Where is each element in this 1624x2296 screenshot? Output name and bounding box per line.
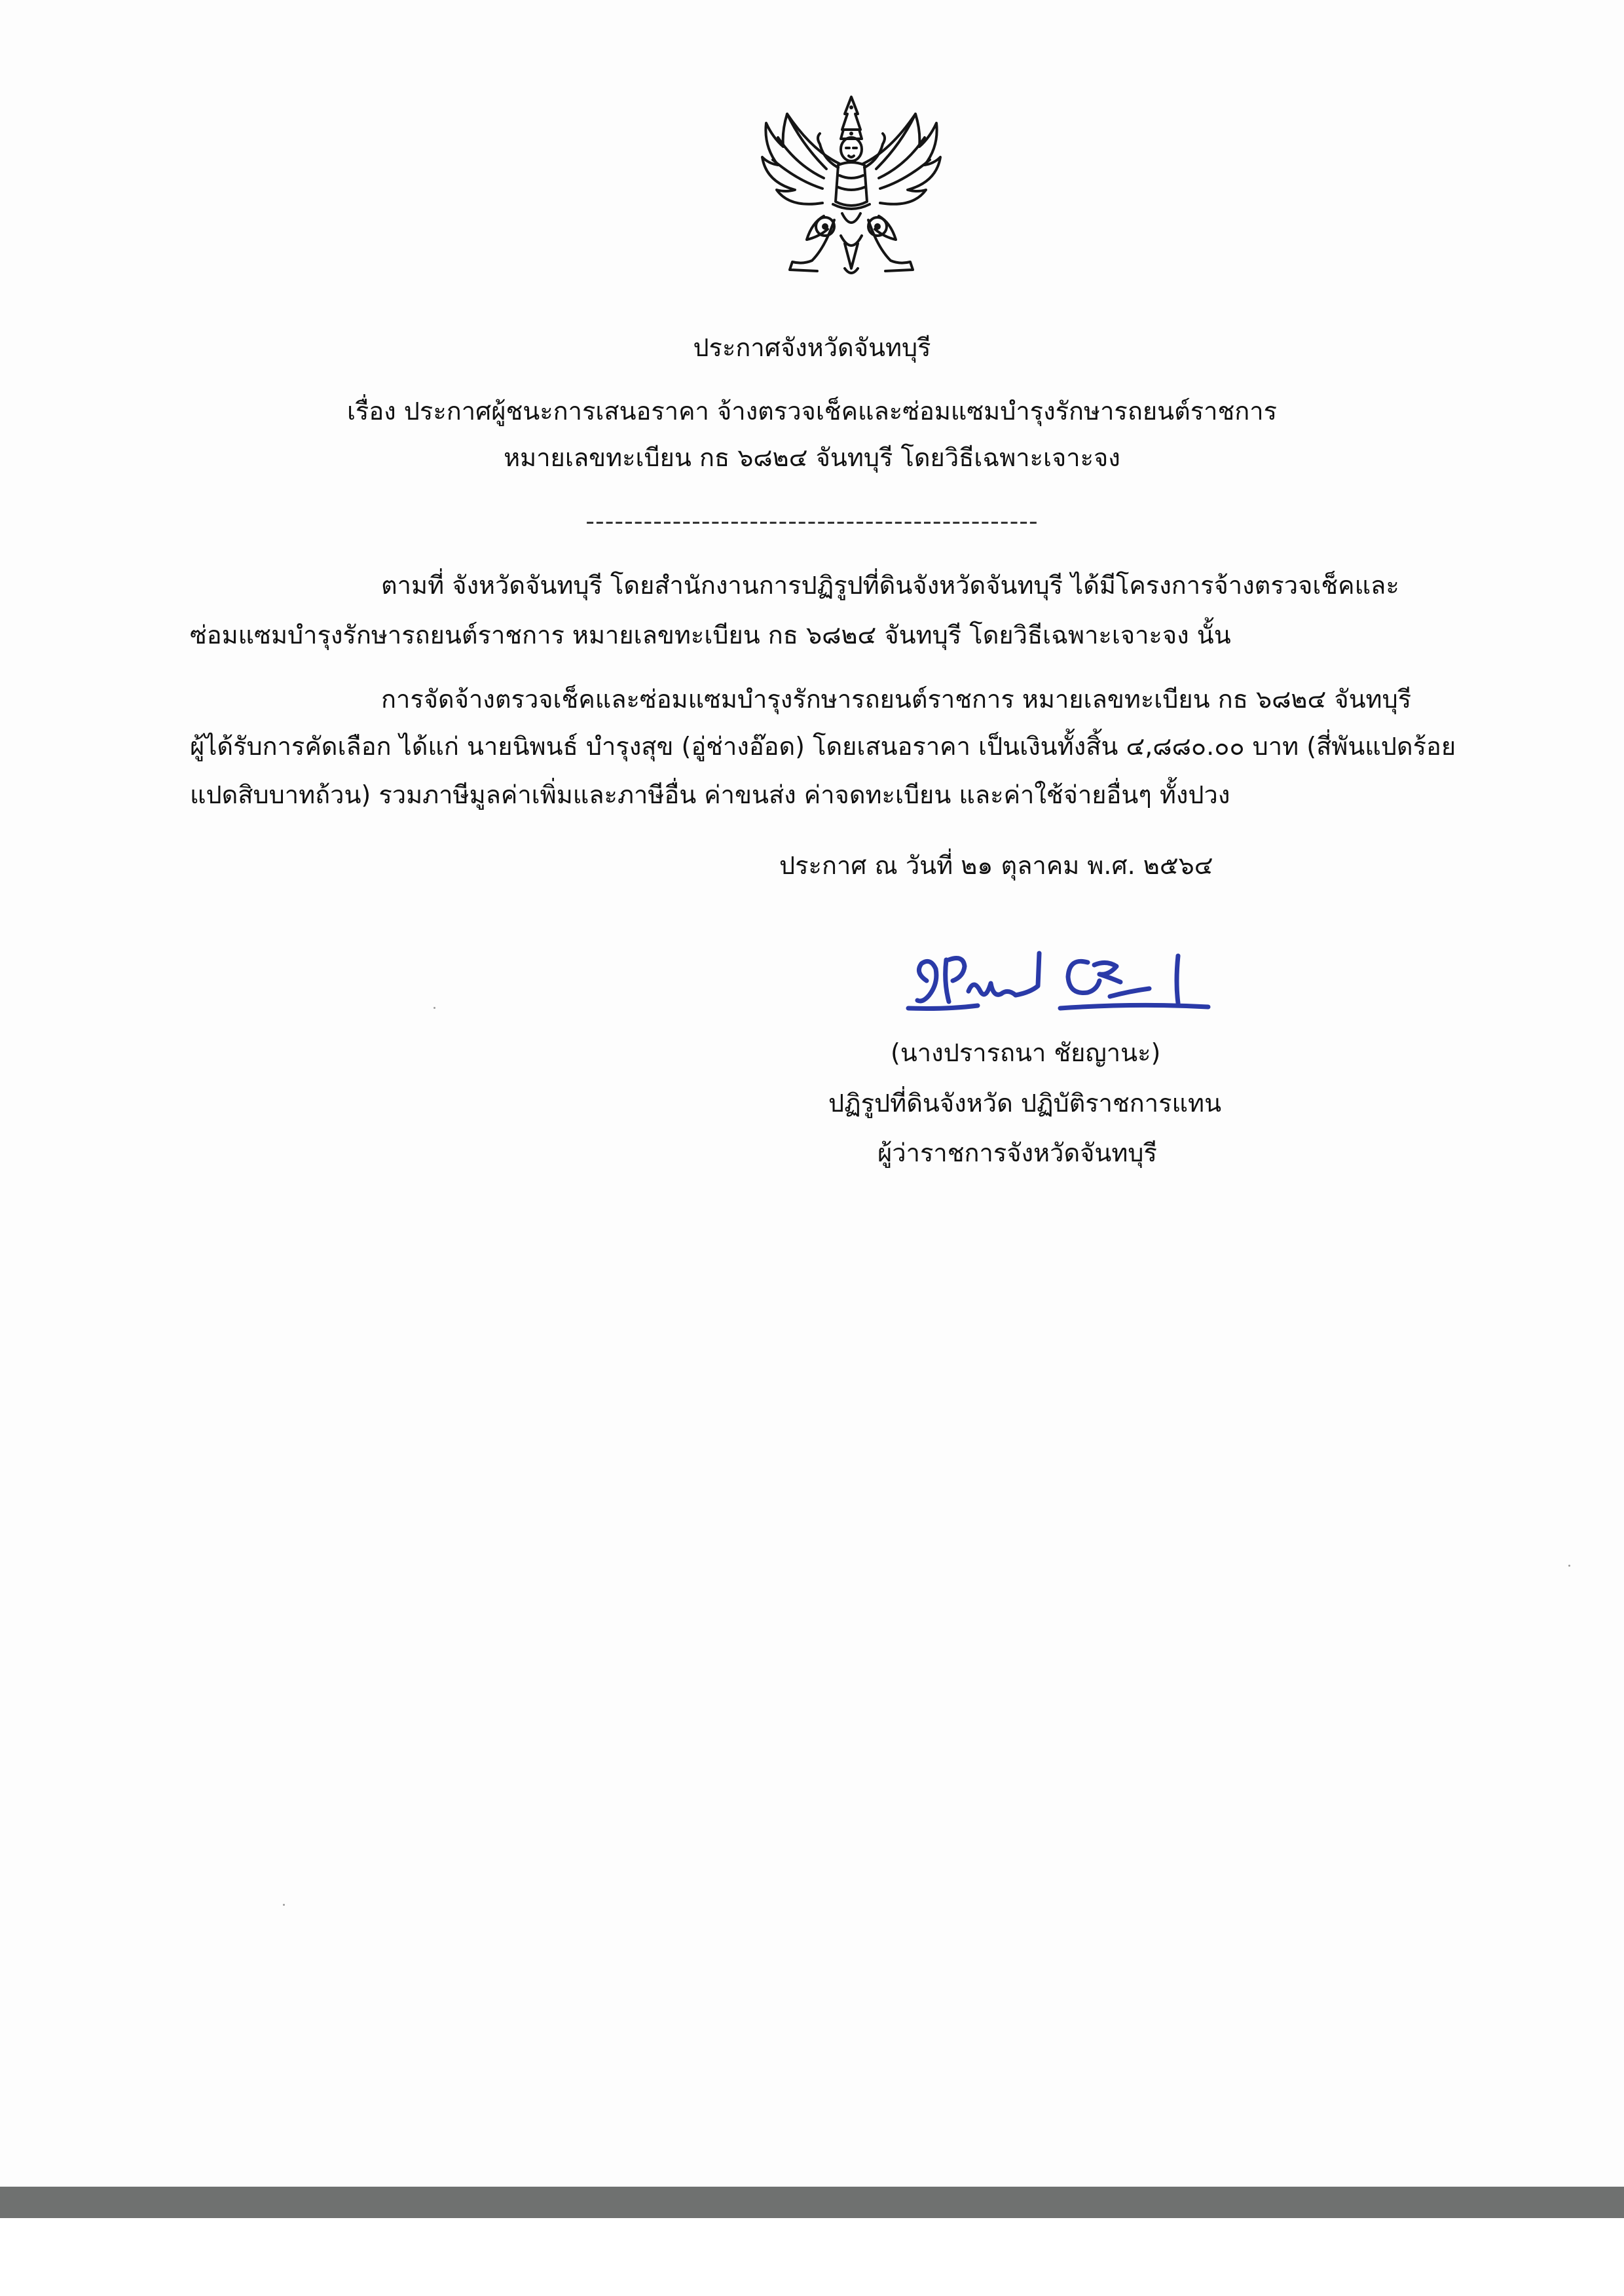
divider-dashes: ----------------------------------------------- bbox=[585, 507, 1039, 536]
signer-title-line-2: ผู้ว่าราชการจังหวัดจันทบุรี bbox=[877, 1139, 1157, 1167]
paragraph-2-line-1: การจัดจ้างตรวจเช็คและซ่อมแซมบำรุงรักษารถยนต์ราชการ หมายเลขทะเบียน กธ ๖๘๒๔ จันทบุรี bbox=[381, 685, 1412, 714]
subject-line-2: หมายเลขทะเบียน กธ ๖๘๒๔ จันทบุรี โดยวิธีเฉพาะเจาะจง bbox=[504, 443, 1120, 472]
paragraph-1-line-2: ซ่อมแซมบำรุงรักษารถยนต์ราชการ หมายเลขทะเบียน กธ ๖๘๒๔ จันทบุรี โดยวิธีเฉพาะเจาะจง นั้น bbox=[190, 621, 1231, 649]
signer-name: (นางปรารถนา ชัยญานะ) bbox=[891, 1038, 1161, 1067]
scan-speck bbox=[434, 1007, 435, 1009]
handwritten-signature bbox=[900, 943, 1234, 1028]
scanner-bottom-margin bbox=[0, 2218, 1624, 2296]
announcement-date: ประกาศ ณ วันที่ ๒๑ ตุลาคม พ.ศ. ๒๕๖๔ bbox=[779, 851, 1213, 880]
paragraph-2-line-2: ผู้ได้รับการคัดเลือก ได้แก่ นายนิพนธ์ บำรุงสุข (อู่ช่างอ๊อด) โดยเสนอราคา เป็นเงินทั้งสิ้น ๔,๘๘๐.๐๐ บาท (สี่พันแปดร้อย bbox=[190, 732, 1456, 761]
scan-speck bbox=[1568, 1565, 1570, 1567]
subject-line-1: เรื่อง ประกาศผู้ชนะการเสนอราคา จ้างตรวจเช็คและซ่อมแซมบำรุงรักษารถยนต์ราชการ bbox=[346, 397, 1278, 426]
garuda-emblem bbox=[747, 92, 956, 301]
announcement-heading: ประกาศจังหวัดจันทบุรี bbox=[693, 333, 931, 362]
paragraph-2-line-3: แปดสิบบาทถ้วน) รวมภาษีมูลค่าเพิ่มและภาษีอื่น ค่าขนส่ง ค่าจดทะเบียน และค่าใช้จ่ายอื่นๆ ทั้งปวง bbox=[190, 780, 1230, 809]
signer-title-line-1: ปฏิรูปที่ดินจังหวัด ปฏิบัติราชการแทน bbox=[828, 1089, 1222, 1118]
scanner-edge-band bbox=[0, 2187, 1624, 2218]
paragraph-1-line-1: ตามที่ จังหวัดจันทบุรี โดยสำนักงานการปฏิรูปที่ดินจังหวัดจันทบุรี ได้มีโครงการจ้างตรวจเช็คและ bbox=[381, 571, 1399, 600]
scan-speck bbox=[283, 1904, 285, 1906]
